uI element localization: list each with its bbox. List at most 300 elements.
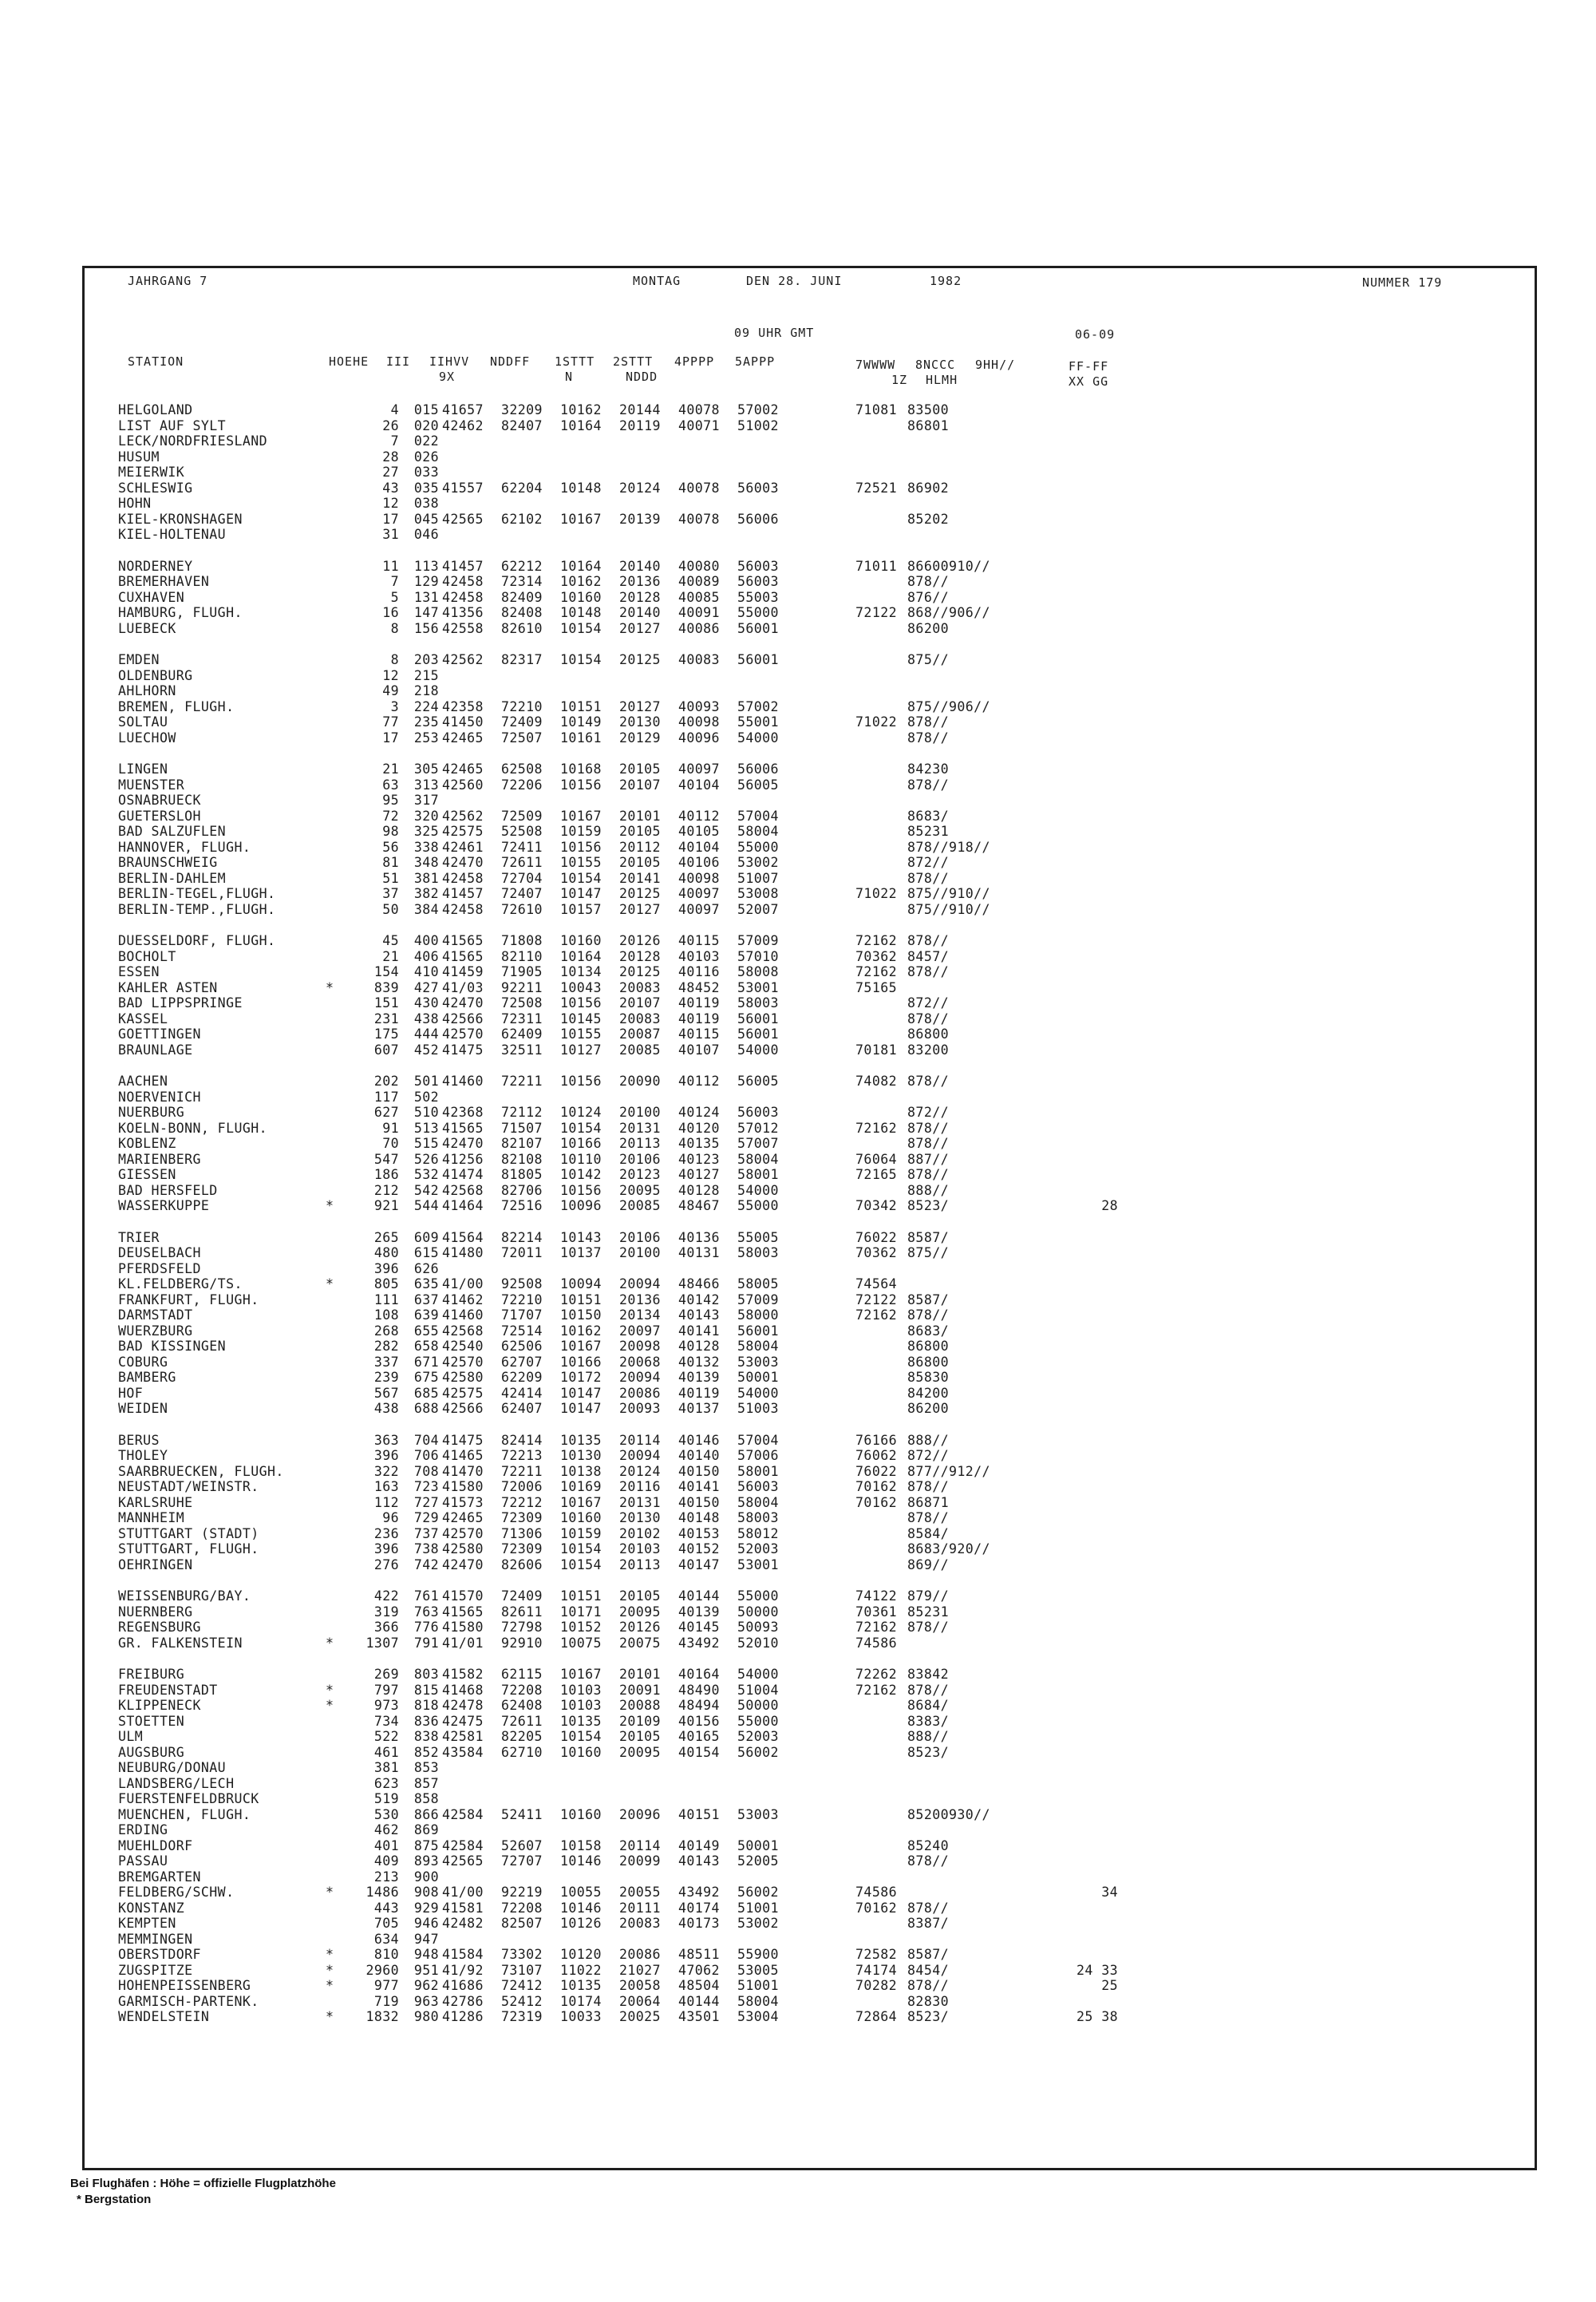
group-iihvv: 41/00 bbox=[442, 1276, 484, 1291]
col-9hh: 9HH// bbox=[975, 358, 1016, 372]
table-row bbox=[118, 714, 1116, 730]
elevation: 1486 bbox=[365, 1885, 399, 1900]
group-4pppp: 40097 bbox=[678, 901, 720, 917]
group-5appp: 53008 bbox=[737, 886, 779, 901]
table-row bbox=[118, 840, 1116, 856]
group-8nccc: 888// bbox=[907, 1182, 949, 1198]
station-name: KONSTANZ bbox=[118, 1900, 185, 1916]
station-name: GR. FALKENSTEIN bbox=[118, 1635, 243, 1651]
group-iihvv: 42475 bbox=[442, 1713, 484, 1729]
station-number: 900 bbox=[413, 1869, 439, 1885]
group-8nccc: 8684/ bbox=[907, 1698, 949, 1713]
group-4pppp: 40154 bbox=[678, 1744, 720, 1760]
group-iihvv: 42570 bbox=[442, 1026, 484, 1042]
group-4pppp: 40139 bbox=[678, 1604, 720, 1620]
group-1sttt: 10154 bbox=[560, 652, 602, 667]
station-name: KOBLENZ bbox=[118, 1136, 176, 1151]
group-8nccc: 876// bbox=[907, 589, 949, 605]
station-name: GOETTINGEN bbox=[118, 1026, 201, 1042]
mountain-mark: * bbox=[326, 1682, 334, 1698]
group-4pppp: 40137 bbox=[678, 1401, 720, 1416]
group-nddff: 72409 bbox=[501, 714, 543, 730]
group-2sttt: 20101 bbox=[619, 808, 661, 824]
elevation: 519 bbox=[373, 1791, 399, 1806]
station-name: MUEHLDORF bbox=[118, 1837, 193, 1853]
group-5appp: 55001 bbox=[737, 714, 779, 730]
station-number: 818 bbox=[413, 1698, 439, 1713]
group-1sttt: 10142 bbox=[560, 1167, 602, 1182]
group-nddff: 62209 bbox=[501, 1370, 543, 1385]
station-number: 502 bbox=[413, 1089, 439, 1105]
station-name: KLIPPENECK bbox=[118, 1698, 201, 1713]
group-4pppp: 40119 bbox=[678, 995, 720, 1011]
group-nddff: 72412 bbox=[501, 1978, 543, 1993]
table-row bbox=[118, 1683, 1116, 1699]
table-row bbox=[118, 1698, 1116, 1714]
group-5appp: 56003 bbox=[737, 558, 779, 574]
group-2sttt: 20106 bbox=[619, 1151, 661, 1167]
station-number: 320 bbox=[413, 808, 439, 824]
station-number: 438 bbox=[413, 1011, 439, 1026]
group-iihvv: 42562 bbox=[442, 808, 484, 824]
group-2sttt: 20128 bbox=[619, 589, 661, 605]
group-2sttt: 20085 bbox=[619, 1042, 661, 1058]
group-iihvv: 41565 bbox=[442, 1604, 484, 1620]
group-4pppp: 40071 bbox=[678, 417, 720, 433]
station-number: 908 bbox=[413, 1885, 439, 1900]
group-1sttt: 10154 bbox=[560, 1541, 602, 1556]
group-nddff: 72311 bbox=[501, 1011, 543, 1026]
group-4pppp: 40173 bbox=[678, 1916, 720, 1931]
mountain-mark: * bbox=[326, 1978, 334, 1993]
group-8nccc: 8584/ bbox=[907, 1525, 949, 1541]
station-name: KASSEL bbox=[118, 1011, 168, 1026]
group-nddff: 72213 bbox=[501, 1448, 543, 1463]
year-label: 1982 bbox=[930, 274, 962, 288]
group-iihvv: 42580 bbox=[442, 1541, 484, 1556]
table-row bbox=[118, 1791, 1116, 1807]
group-5appp: 57007 bbox=[737, 1136, 779, 1151]
elevation: 396 bbox=[373, 1260, 399, 1276]
group-2sttt: 20083 bbox=[619, 1011, 661, 1026]
group-1sttt: 10168 bbox=[560, 761, 602, 777]
station-name: BERLIN-TEGEL,FLUGH. bbox=[118, 886, 276, 901]
group-4pppp: 40135 bbox=[678, 1136, 720, 1151]
elevation: 973 bbox=[373, 1698, 399, 1713]
station-name: ERDING bbox=[118, 1822, 168, 1837]
group-4pppp: 40127 bbox=[678, 1167, 720, 1182]
elevation: 422 bbox=[373, 1588, 399, 1604]
group-ff: 24 33 bbox=[1077, 1962, 1118, 1978]
group-nddff: 82409 bbox=[501, 589, 543, 605]
group-nddff: 72409 bbox=[501, 1588, 543, 1604]
elevation: 522 bbox=[373, 1729, 399, 1744]
group-2sttt: 20127 bbox=[619, 620, 661, 636]
group-1sttt: 10147 bbox=[560, 1385, 602, 1401]
station-name: AACHEN bbox=[118, 1074, 168, 1089]
station-number: 875 bbox=[413, 1837, 439, 1853]
group-5appp: 57006 bbox=[737, 1448, 779, 1463]
group-8nccc: 84230 bbox=[907, 761, 949, 777]
group-9hh: 930// bbox=[949, 1806, 990, 1822]
elevation: 154 bbox=[373, 964, 399, 979]
group-4pppp: 40123 bbox=[678, 1151, 720, 1167]
group-4pppp: 40085 bbox=[678, 589, 720, 605]
group-2sttt: 20094 bbox=[619, 1448, 661, 1463]
table-row bbox=[118, 1636, 1116, 1651]
station-number: 515 bbox=[413, 1136, 439, 1151]
group-1sttt: 10158 bbox=[560, 1837, 602, 1853]
table-row bbox=[118, 1963, 1116, 1979]
group-nddff: 72704 bbox=[501, 870, 543, 886]
group-iihvv: 42584 bbox=[442, 1806, 484, 1822]
station-number: 317 bbox=[413, 793, 439, 808]
weekday-label: MONTAG bbox=[633, 274, 681, 288]
table-row bbox=[118, 1822, 1116, 1838]
table-row bbox=[118, 1604, 1116, 1620]
group-4pppp: 47062 bbox=[678, 1962, 720, 1978]
group-1sttt: 10171 bbox=[560, 1604, 602, 1620]
group-nddff: 72112 bbox=[501, 1105, 543, 1120]
group-2sttt: 20134 bbox=[619, 1307, 661, 1323]
station-number: 313 bbox=[413, 777, 439, 793]
elevation: 734 bbox=[373, 1713, 399, 1729]
elevation: 96 bbox=[382, 1510, 399, 1525]
table-row bbox=[118, 1167, 1116, 1183]
group-2sttt: 20144 bbox=[619, 402, 661, 417]
group-iihvv: 42470 bbox=[442, 995, 484, 1011]
group-5appp: 54000 bbox=[737, 1667, 779, 1682]
station-number: 218 bbox=[413, 683, 439, 698]
elevation: 396 bbox=[373, 1448, 399, 1463]
group-iihvv: 41565 bbox=[442, 948, 484, 964]
table-row bbox=[118, 605, 1116, 621]
group-2sttt: 20064 bbox=[619, 1993, 661, 2009]
group-9hh: 912// bbox=[949, 1463, 990, 1479]
station-number: 962 bbox=[413, 1978, 439, 1993]
group-2sttt: 20105 bbox=[619, 1729, 661, 1744]
group-7wwww: 70162 bbox=[855, 1900, 897, 1916]
station-number: 763 bbox=[413, 1604, 439, 1620]
station-number: 688 bbox=[413, 1401, 439, 1416]
group-2sttt: 20103 bbox=[619, 1541, 661, 1556]
group-1sttt: 10150 bbox=[560, 1307, 602, 1323]
mountain-mark: * bbox=[326, 2009, 334, 2024]
group-8nccc: 868// bbox=[907, 605, 949, 620]
group-nddff: 72208 bbox=[501, 1900, 543, 1916]
group-7wwww: 72162 bbox=[855, 1620, 897, 1635]
group-5appp: 55000 bbox=[737, 1713, 779, 1729]
table-row bbox=[118, 1183, 1116, 1199]
group-1sttt: 10167 bbox=[560, 808, 602, 824]
station-name: BREMERHAVEN bbox=[118, 574, 210, 589]
group-1sttt: 10094 bbox=[560, 1276, 602, 1291]
group-2sttt: 20126 bbox=[619, 933, 661, 948]
station-number: 852 bbox=[413, 1744, 439, 1760]
group-8nccc: 86800 bbox=[907, 1026, 949, 1042]
elevation: 45 bbox=[382, 933, 399, 948]
station-number: 427 bbox=[413, 979, 439, 995]
group-4pppp: 40141 bbox=[678, 1323, 720, 1339]
group-iihvv: 42584 bbox=[442, 1837, 484, 1853]
station-name: WUERZBURG bbox=[118, 1323, 193, 1339]
group-1sttt: 10167 bbox=[560, 1667, 602, 1682]
station-group bbox=[118, 1667, 1116, 2025]
group-7wwww: 76022 bbox=[855, 1463, 897, 1479]
group-2sttt: 20116 bbox=[619, 1479, 661, 1494]
elevation: 607 bbox=[373, 1042, 399, 1058]
group-5appp: 58004 bbox=[737, 824, 779, 839]
elevation: 151 bbox=[373, 995, 399, 1011]
elevation: 401 bbox=[373, 1837, 399, 1853]
group-iihvv: 42458 bbox=[442, 574, 484, 589]
group-nddff: 82408 bbox=[501, 605, 543, 620]
station-name: NOERVENICH bbox=[118, 1089, 201, 1105]
elevation: 363 bbox=[373, 1432, 399, 1448]
table-row bbox=[118, 824, 1116, 840]
elevation: 7 bbox=[390, 433, 399, 449]
group-5appp: 55005 bbox=[737, 1229, 779, 1245]
station-name: HAMBURG, FLUGH. bbox=[118, 605, 243, 620]
group-nddff: 62506 bbox=[501, 1339, 543, 1354]
elevation: 81 bbox=[382, 855, 399, 870]
station-name: LINGEN bbox=[118, 761, 168, 777]
group-1sttt: 10159 bbox=[560, 1525, 602, 1541]
station-name: WEISSENBURG/BAY. bbox=[118, 1588, 251, 1604]
table-row bbox=[118, 855, 1116, 871]
group-1sttt: 10164 bbox=[560, 948, 602, 964]
group-nddff: 72319 bbox=[501, 2009, 543, 2024]
group-nddff: 82507 bbox=[501, 1916, 543, 1931]
elevation: 63 bbox=[382, 777, 399, 793]
station-number: 253 bbox=[413, 730, 439, 746]
station-name: DUESSELDORF, FLUGH. bbox=[118, 933, 276, 948]
elevation: 839 bbox=[373, 979, 399, 995]
group-nddff: 72507 bbox=[501, 730, 543, 746]
group-1sttt: 10096 bbox=[560, 1198, 602, 1213]
station-name: LECK/NORDFRIESLAND bbox=[118, 433, 268, 449]
group-nddff: 92211 bbox=[501, 979, 543, 995]
table-row bbox=[118, 1090, 1116, 1106]
station-name: AHLHORN bbox=[118, 683, 176, 698]
group-2sttt: 20111 bbox=[619, 1900, 661, 1916]
group-5appp: 52003 bbox=[737, 1541, 779, 1556]
group-8nccc: 85202 bbox=[907, 511, 949, 527]
station-number: 038 bbox=[413, 496, 439, 511]
group-nddff: 82214 bbox=[501, 1229, 543, 1245]
station-number: 510 bbox=[413, 1105, 439, 1120]
station-number: 544 bbox=[413, 1198, 439, 1213]
station-number: 815 bbox=[413, 1682, 439, 1698]
table-row bbox=[118, 1026, 1116, 1042]
station-name: NEUBURG/DONAU bbox=[118, 1760, 227, 1775]
group-nddff: 71507 bbox=[501, 1120, 543, 1136]
group-1sttt: 10160 bbox=[560, 589, 602, 605]
station-name: GARMISCH-PARTENK. bbox=[118, 1993, 259, 2009]
group-2sttt: 20075 bbox=[619, 1635, 661, 1651]
group-nddff: 62710 bbox=[501, 1744, 543, 1760]
elevation: 77 bbox=[382, 714, 399, 730]
group-iihvv: 41564 bbox=[442, 1229, 484, 1245]
group-4pppp: 40145 bbox=[678, 1620, 720, 1635]
group-8nccc: 878// bbox=[907, 1479, 949, 1494]
group-5appp: 56006 bbox=[737, 511, 779, 527]
group-7wwww: 72864 bbox=[855, 2009, 897, 2024]
group-4pppp: 40119 bbox=[678, 1385, 720, 1401]
station-name: OLDENBURG bbox=[118, 667, 193, 683]
col-7wwww-sub: 1Z bbox=[891, 373, 908, 387]
group-5appp: 57010 bbox=[737, 948, 779, 964]
group-nddff: 72314 bbox=[501, 574, 543, 589]
group-nddff: 62409 bbox=[501, 1026, 543, 1042]
elevation: 2960 bbox=[365, 1962, 399, 1978]
elevation: 51 bbox=[382, 870, 399, 886]
group-iihvv: 41465 bbox=[442, 1448, 484, 1463]
station-name: ZUGSPITZE bbox=[118, 1962, 193, 1978]
group-nddff: 62115 bbox=[501, 1667, 543, 1682]
table-row bbox=[118, 1916, 1116, 1932]
station-number: 532 bbox=[413, 1167, 439, 1182]
group-1sttt: 10157 bbox=[560, 901, 602, 917]
group-4pppp: 40140 bbox=[678, 1448, 720, 1463]
group-nddff: 82205 bbox=[501, 1729, 543, 1744]
group-1sttt: 10164 bbox=[560, 558, 602, 574]
group-5appp: 53001 bbox=[737, 979, 779, 995]
group-4pppp: 40144 bbox=[678, 1588, 720, 1604]
table-row bbox=[118, 1339, 1116, 1355]
table-row bbox=[118, 1230, 1116, 1246]
group-8nccc: 85231 bbox=[907, 824, 949, 839]
station-number: 526 bbox=[413, 1151, 439, 1167]
table-row bbox=[118, 1323, 1116, 1339]
station-number: 776 bbox=[413, 1620, 439, 1635]
group-iihvv: 42458 bbox=[442, 901, 484, 917]
group-iihvv: 41468 bbox=[442, 1682, 484, 1698]
group-4pppp: 40098 bbox=[678, 714, 720, 730]
group-4pppp: 40097 bbox=[678, 761, 720, 777]
group-4pppp: 40141 bbox=[678, 1479, 720, 1494]
group-7wwww: 75165 bbox=[855, 979, 897, 995]
group-nddff: 72411 bbox=[501, 839, 543, 855]
group-8nccc: 879// bbox=[907, 1588, 949, 1604]
group-iihvv: 42558 bbox=[442, 620, 484, 636]
group-1sttt: 10151 bbox=[560, 1588, 602, 1604]
elevation: 17 bbox=[382, 730, 399, 746]
group-1sttt: 10162 bbox=[560, 402, 602, 417]
table-row bbox=[118, 1978, 1116, 1994]
group-8nccc: 869// bbox=[907, 1556, 949, 1572]
table-row bbox=[118, 1448, 1116, 1464]
col-iihvv-sub: 9X bbox=[439, 370, 456, 384]
station-name: HOHENPEISSENBERG bbox=[118, 1978, 251, 1993]
station-number: 026 bbox=[413, 449, 439, 465]
station-number: 430 bbox=[413, 995, 439, 1011]
group-5appp: 56002 bbox=[737, 1885, 779, 1900]
group-2sttt: 20096 bbox=[619, 1806, 661, 1822]
group-iihvv: 42568 bbox=[442, 1182, 484, 1198]
station-name: KIEL-KRONSHAGEN bbox=[118, 511, 243, 527]
group-4pppp: 40083 bbox=[678, 652, 720, 667]
group-4pppp: 40112 bbox=[678, 1074, 720, 1089]
group-nddff: 82108 bbox=[501, 1151, 543, 1167]
group-iihvv: 42566 bbox=[442, 1401, 484, 1416]
group-2sttt: 20130 bbox=[619, 714, 661, 730]
group-8nccc: 878// bbox=[907, 964, 949, 979]
group-2sttt: 20107 bbox=[619, 777, 661, 793]
station-number: 542 bbox=[413, 1182, 439, 1198]
table-row bbox=[118, 1885, 1116, 1901]
group-8nccc: 875// bbox=[907, 698, 949, 714]
station-name: CUXHAVEN bbox=[118, 589, 185, 605]
group-5appp: 56003 bbox=[737, 1479, 779, 1494]
group-5appp: 58004 bbox=[737, 1339, 779, 1354]
table-row bbox=[118, 1370, 1116, 1386]
station-name: HUSUM bbox=[118, 449, 160, 465]
group-7wwww: 72582 bbox=[855, 1947, 897, 1962]
station-group bbox=[118, 933, 1116, 1058]
group-nddff: 62102 bbox=[501, 511, 543, 527]
elevation: 462 bbox=[373, 1822, 399, 1837]
group-nddff: 72210 bbox=[501, 698, 543, 714]
group-5appp: 58004 bbox=[737, 1993, 779, 2009]
station-name: AUGSBURG bbox=[118, 1744, 185, 1760]
group-2sttt: 20095 bbox=[619, 1604, 661, 1620]
station-number: 215 bbox=[413, 667, 439, 683]
group-1sttt: 10151 bbox=[560, 1291, 602, 1307]
group-5appp: 54000 bbox=[737, 1385, 779, 1401]
elevation: 117 bbox=[373, 1089, 399, 1105]
group-7wwww: 76022 bbox=[855, 1229, 897, 1245]
group-5appp: 53002 bbox=[737, 1916, 779, 1931]
mountain-mark: * bbox=[326, 1698, 334, 1713]
group-4pppp: 40128 bbox=[678, 1339, 720, 1354]
group-ff: 25 38 bbox=[1077, 2009, 1118, 2024]
group-nddff: 71808 bbox=[501, 933, 543, 948]
station-name: BAD HERSFELD bbox=[118, 1182, 218, 1198]
group-8nccc: 872// bbox=[907, 1448, 949, 1463]
station-number: 857 bbox=[413, 1775, 439, 1791]
group-5appp: 50001 bbox=[737, 1837, 779, 1853]
group-4pppp: 48467 bbox=[678, 1198, 720, 1213]
elevation: 4 bbox=[390, 402, 399, 417]
col-4pppp: 4PPPP bbox=[674, 354, 715, 369]
station-name: KOELN-BONN, FLUGH. bbox=[118, 1120, 268, 1136]
table-row bbox=[118, 730, 1116, 746]
station-name: EMDEN bbox=[118, 652, 160, 667]
station-name: REGENSBURG bbox=[118, 1620, 201, 1635]
group-4pppp: 40143 bbox=[678, 1307, 720, 1323]
group-iihvv: 41/03 bbox=[442, 979, 484, 995]
station-number: 658 bbox=[413, 1339, 439, 1354]
elevation: 623 bbox=[373, 1775, 399, 1791]
group-1sttt: 10151 bbox=[560, 698, 602, 714]
group-8nccc: 8587/ bbox=[907, 1229, 949, 1245]
group-iihvv: 41686 bbox=[442, 1978, 484, 1993]
group-5appp: 58004 bbox=[737, 1151, 779, 1167]
table-row bbox=[118, 652, 1116, 668]
group-8nccc: 8683/ bbox=[907, 1541, 949, 1556]
group-2sttt: 20109 bbox=[619, 1713, 661, 1729]
group-8nccc: 8383/ bbox=[907, 1713, 949, 1729]
group-4pppp: 40156 bbox=[678, 1713, 720, 1729]
group-7wwww: 72162 bbox=[855, 964, 897, 979]
group-nddff: 72407 bbox=[501, 886, 543, 901]
group-9hh: 920// bbox=[949, 1541, 990, 1556]
group-nddff: 72798 bbox=[501, 1620, 543, 1635]
group-iihvv: 42368 bbox=[442, 1105, 484, 1120]
group-5appp: 56001 bbox=[737, 1011, 779, 1026]
station-number: 675 bbox=[413, 1370, 439, 1385]
